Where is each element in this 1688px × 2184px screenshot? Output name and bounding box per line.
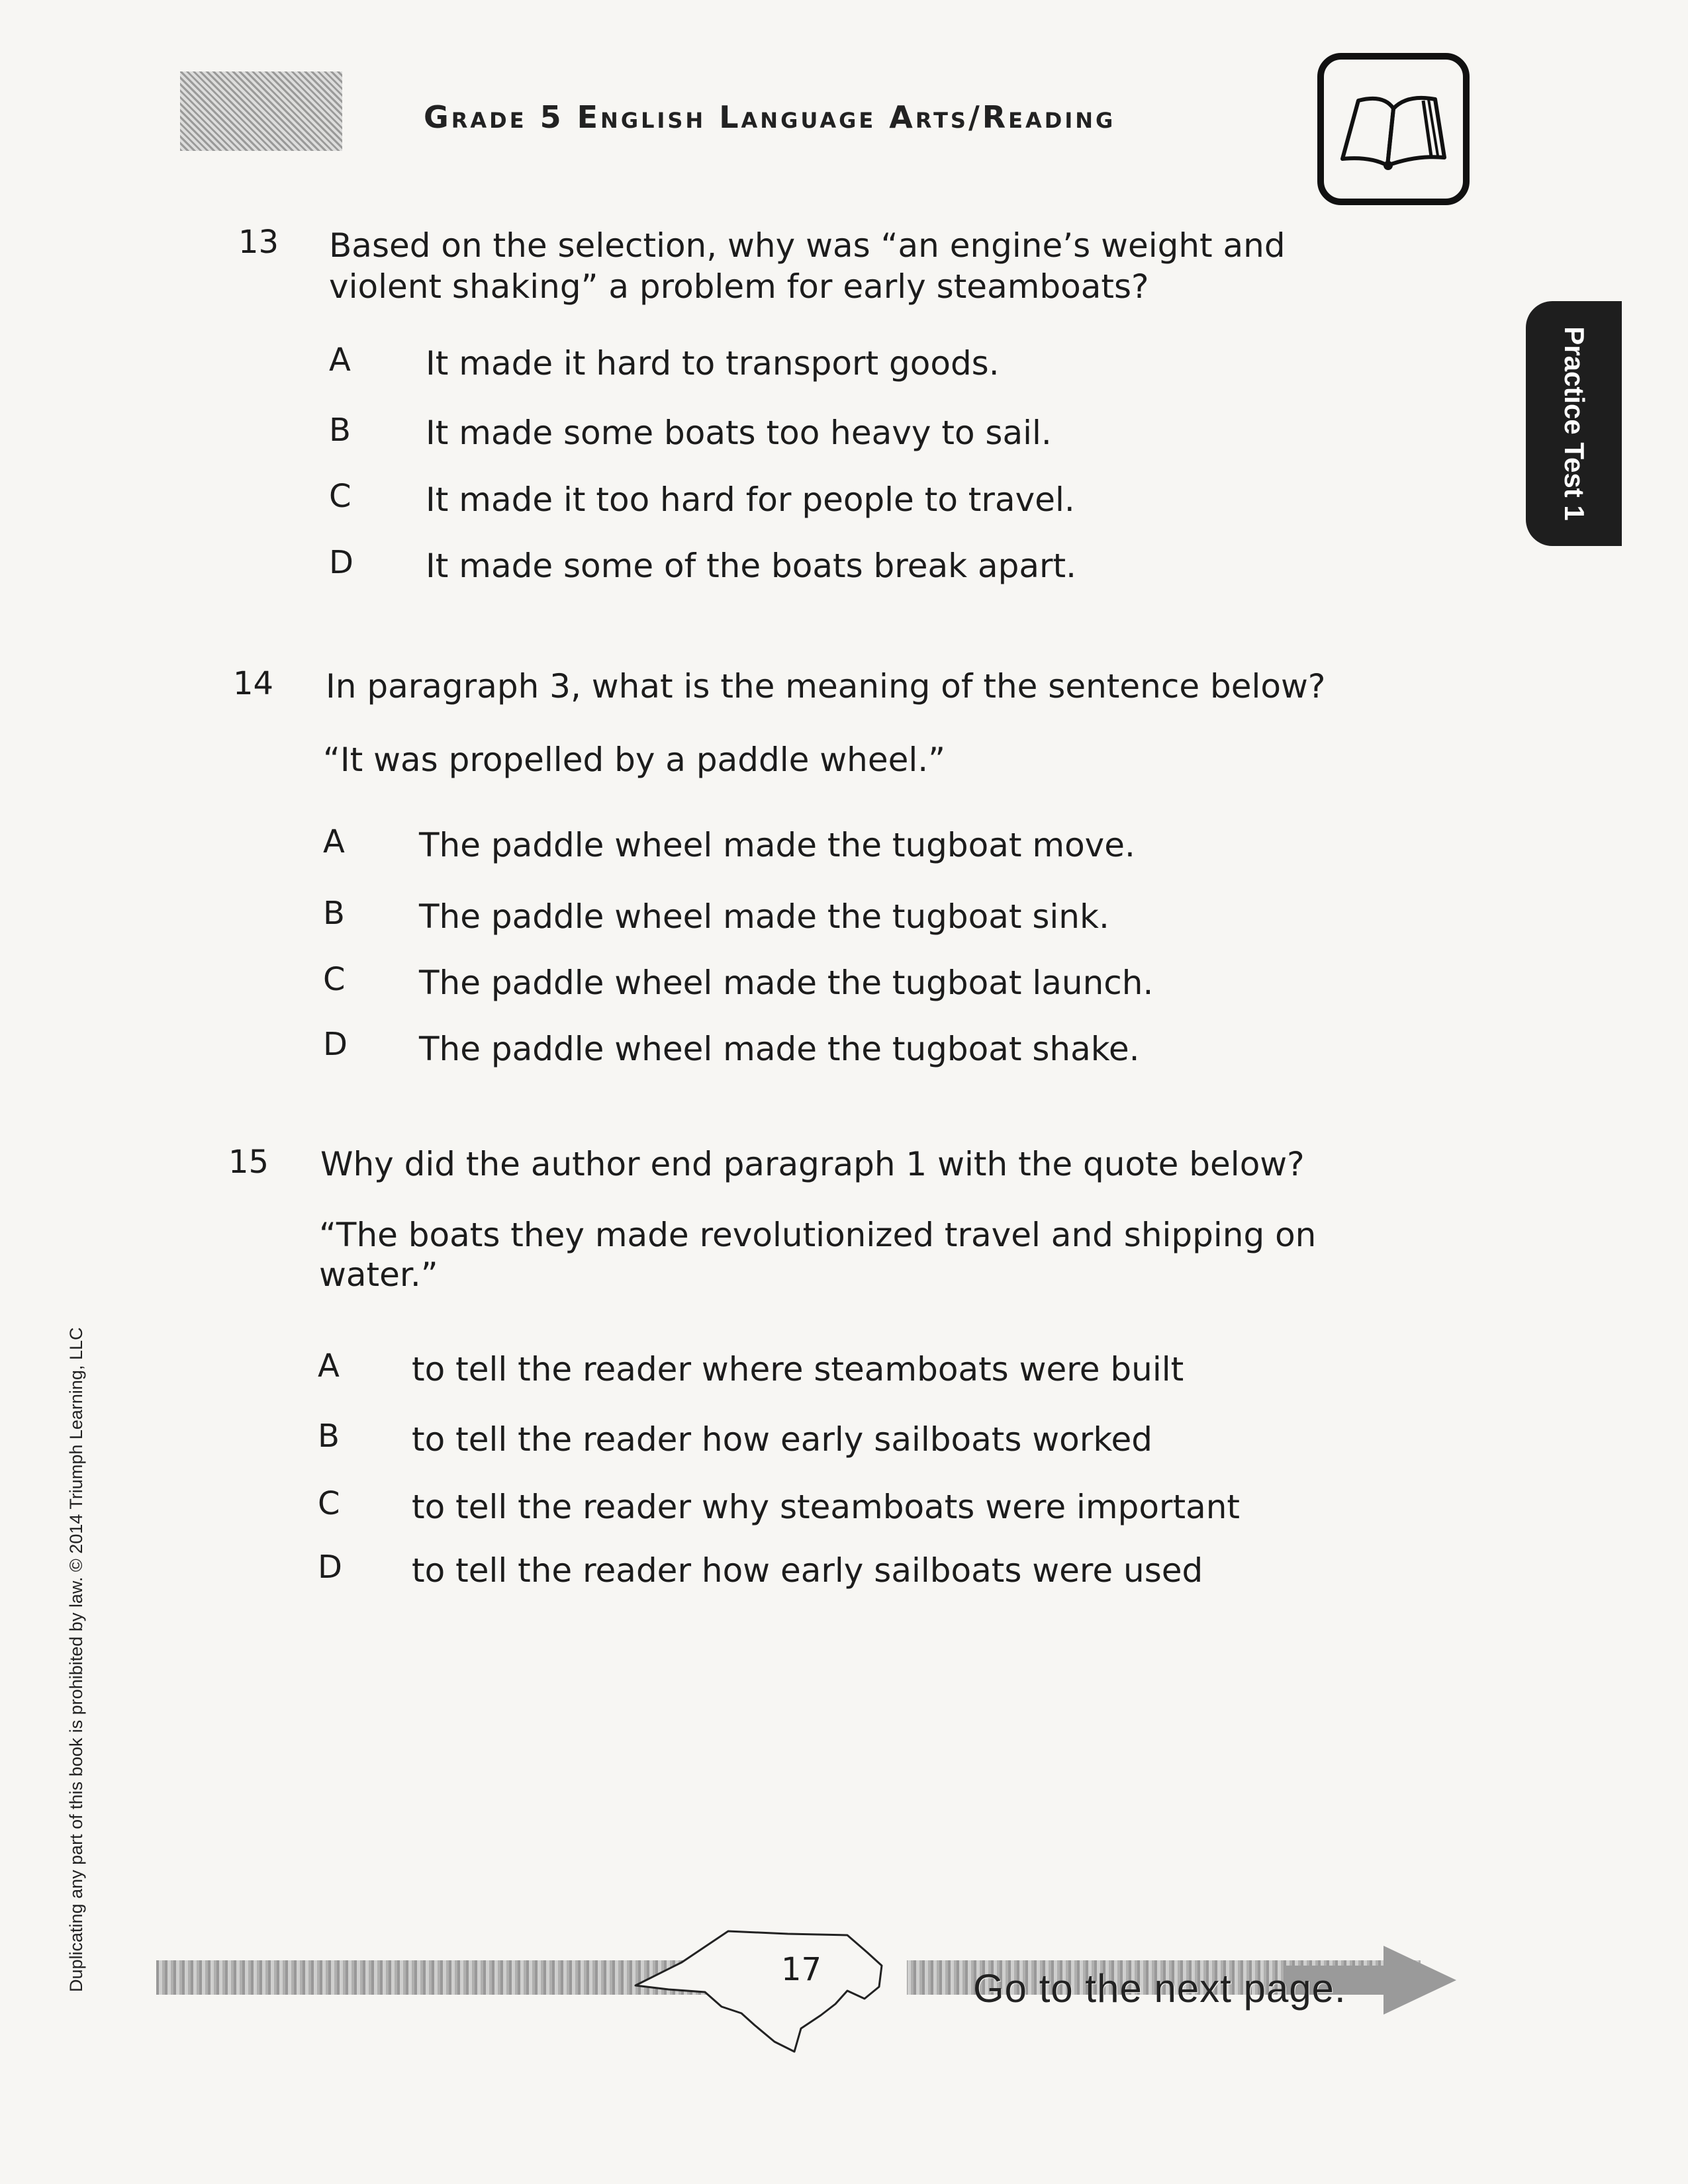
question-15-option-b[interactable]: to tell the reader how early sailboats worked bbox=[412, 1420, 1152, 1459]
question-13-option-b[interactable]: It made some boats too heavy to sail. bbox=[426, 414, 1052, 452]
question-15-option-a[interactable]: to tell the reader where steamboats were built bbox=[412, 1350, 1184, 1388]
question-14-option-b[interactable]: The paddle wheel made the tugboat sink. bbox=[419, 897, 1109, 936]
question-15-quote: “The boats they made revolutionized travel and shipping on water.” bbox=[319, 1216, 1317, 1294]
page-number: 17 bbox=[781, 1951, 822, 1988]
practice-test-tab-label: Practice Test 1 bbox=[1558, 326, 1590, 521]
page-header-title: Grade 5 English Language Arts/Reading bbox=[424, 99, 1116, 135]
question-13-option-a[interactable]: It made it hard to transport goods. bbox=[426, 344, 1000, 383]
question-14-option-d-letter: D bbox=[323, 1026, 348, 1063]
question-13-option-d-letter: D bbox=[329, 544, 353, 581]
question-13-number: 13 bbox=[238, 224, 279, 261]
question-13-option-a-letter: A bbox=[329, 341, 351, 379]
question-13-option-c-letter: C bbox=[329, 478, 352, 515]
question-15-option-d-letter: D bbox=[318, 1549, 342, 1586]
question-14-stem: In paragraph 3, what is the meaning of the sentence below? bbox=[326, 667, 1326, 705]
question-13-option-b-letter: B bbox=[329, 412, 351, 449]
question-15-option-c[interactable]: to tell the reader why steamboats were important bbox=[412, 1488, 1241, 1526]
go-to-next-page-label: Go to the next page. bbox=[973, 1966, 1346, 2011]
question-14-option-a[interactable]: The paddle wheel made the tugboat move. bbox=[419, 826, 1135, 864]
header-texture bbox=[180, 71, 342, 151]
question-14-number: 14 bbox=[233, 665, 274, 702]
question-14-option-a-letter: A bbox=[323, 823, 345, 860]
question-15-option-d[interactable]: to tell the reader how early sailboats were used bbox=[412, 1551, 1203, 1590]
question-13-option-c[interactable]: It made it too hard for people to travel. bbox=[426, 480, 1075, 519]
question-13-option-d[interactable]: It made some of the boats break apart. bbox=[426, 547, 1077, 585]
question-15-stem: Why did the author end paragraph 1 with the quote below? bbox=[320, 1145, 1305, 1183]
question-14-option-c-letter: C bbox=[323, 961, 346, 998]
question-15-number: 15 bbox=[228, 1144, 269, 1181]
question-15-option-a-letter: A bbox=[318, 1347, 340, 1385]
book-icon bbox=[1317, 53, 1470, 205]
question-15-option-c-letter: C bbox=[318, 1485, 340, 1522]
question-14-quote: “It was propelled by a paddle wheel.” bbox=[323, 741, 946, 779]
copyright-notice: Duplicating any part of this book is prohibited by law. © 2014 Triumph Learning, LLC bbox=[66, 1327, 86, 1992]
question-14-option-d[interactable]: The paddle wheel made the tugboat shake. bbox=[419, 1030, 1140, 1068]
question-13-stem: Based on the selection, why was “an engine’s weight and violent shaking” a problem for early steamboats? bbox=[329, 226, 1286, 306]
north-carolina-map-icon bbox=[629, 1926, 940, 2058]
practice-test-tab bbox=[1526, 301, 1622, 546]
question-14-option-b-letter: B bbox=[323, 895, 345, 932]
question-14-option-c[interactable]: The paddle wheel made the tugboat launch. bbox=[419, 964, 1154, 1002]
question-15-option-b-letter: B bbox=[318, 1418, 340, 1455]
